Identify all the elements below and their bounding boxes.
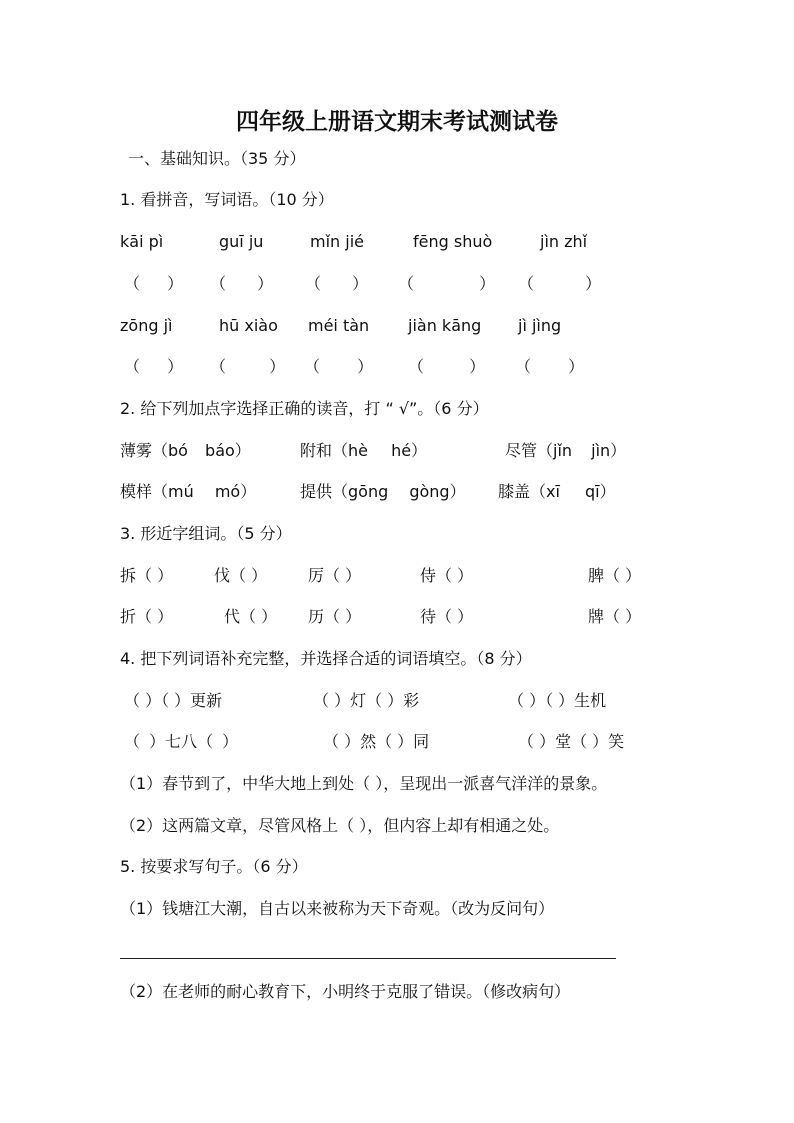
similar-character-item[interactable]: 厉（ ） — [308, 566, 362, 585]
idiom-item[interactable]: （ ）灯（ ）彩 — [313, 691, 420, 710]
similar-character-item[interactable]: 待（ ） — [420, 607, 474, 626]
similar-character-item[interactable]: 拆（ ） — [120, 566, 174, 585]
pinyin-item: jì jìng — [518, 316, 562, 335]
pinyin-item: jìn zhǐ — [540, 232, 588, 251]
question-4-heading: 4. 把下列词语补充完整，并选择合适的词语填空。（8 分） — [120, 649, 532, 668]
idiom-item[interactable]: （ ）然（ ）同 — [323, 732, 430, 751]
answer-blank[interactable]: （ ） — [518, 274, 602, 293]
pinyin-item: jiàn kāng — [408, 316, 482, 335]
answer-blank[interactable]: （ ） — [124, 274, 184, 293]
exam-title: 四年级上册语文期末考试测试卷 — [236, 108, 558, 135]
similar-character-item[interactable]: 历（ ） — [308, 607, 362, 626]
answer-blank[interactable]: （ ） — [515, 357, 585, 376]
answer-blank[interactable]: （ ） — [398, 274, 496, 293]
similar-character-item[interactable]: 脾（ ） — [588, 566, 642, 585]
reading-choice-item[interactable]: 尽管（jǐn jìn） — [505, 441, 627, 460]
reading-choice-item[interactable]: 提供（gōng gòng） — [300, 482, 466, 501]
answer-blank[interactable]: （ ） — [210, 274, 274, 293]
idiom-item[interactable]: （ ）堂（ ）笑 — [518, 732, 625, 751]
answer-blank[interactable]: （ ） — [210, 357, 286, 376]
reading-choice-item[interactable]: 薄雾（bó báo） — [120, 441, 251, 460]
similar-character-item[interactable]: 代（ ） — [224, 607, 278, 626]
answer-line[interactable] — [120, 958, 616, 959]
similar-character-item[interactable]: 牌（ ） — [588, 607, 642, 626]
answer-blank[interactable]: （ ） — [304, 357, 374, 376]
pinyin-item: guī ju — [219, 232, 264, 251]
rewrite-sentence-1: （1）钱塘江大潮，自古以来被称为天下奇观。（改为反问句） — [120, 899, 555, 918]
pinyin-item: mǐn jié — [310, 232, 364, 251]
reading-choice-item[interactable]: 模样（mú mó） — [120, 482, 257, 501]
similar-character-item[interactable]: 侍（ ） — [420, 566, 474, 585]
rewrite-sentence-2: （2）在老师的耐心教育下，小明终于克服了错误。（修改病句） — [120, 982, 571, 1001]
similar-character-item[interactable]: 伐（ ） — [214, 566, 268, 585]
question-3-heading: 3. 形近字组词。（5 分） — [120, 524, 292, 543]
idiom-item[interactable]: （ ）（ ）生机 — [508, 691, 607, 710]
question-5-heading: 5. 按要求写句子。（6 分） — [120, 857, 308, 876]
fill-sentence-2: （2）这两篇文章，尽管风格上（ ），但内容上却有相通之处。 — [120, 816, 560, 835]
reading-choice-item[interactable]: 附和（hè hé） — [300, 441, 428, 460]
similar-character-item[interactable]: 折（ ） — [120, 607, 174, 626]
answer-blank[interactable]: （ ） — [408, 357, 486, 376]
idiom-item[interactable]: （ ）（ ）更新 — [124, 691, 223, 710]
pinyin-item: hū xiào — [219, 316, 278, 335]
answer-blank[interactable]: （ ） — [305, 274, 369, 293]
pinyin-item: fēng shuò — [413, 232, 493, 251]
answer-blank[interactable]: （ ） — [124, 357, 184, 376]
question-2-heading: 2. 给下列加点字选择正确的读音，打 “ √”。（6 分） — [120, 399, 489, 418]
section-heading: 一、基础知识。（35 分） — [128, 149, 306, 168]
pinyin-item: zōng jì — [120, 316, 173, 335]
fill-sentence-1: （1）春节到了，中华大地上到处（ ），呈现出一派喜气洋洋的景象。 — [120, 774, 608, 793]
reading-choice-item[interactable]: 膝盖（xī qī） — [498, 482, 616, 501]
pinyin-item: méi tàn — [308, 316, 370, 335]
pinyin-item: kāi pì — [120, 232, 164, 251]
question-1-heading: 1. 看拼音，写词语。（10 分） — [120, 190, 334, 209]
idiom-item[interactable]: （ ）七八（ ） — [124, 732, 239, 751]
